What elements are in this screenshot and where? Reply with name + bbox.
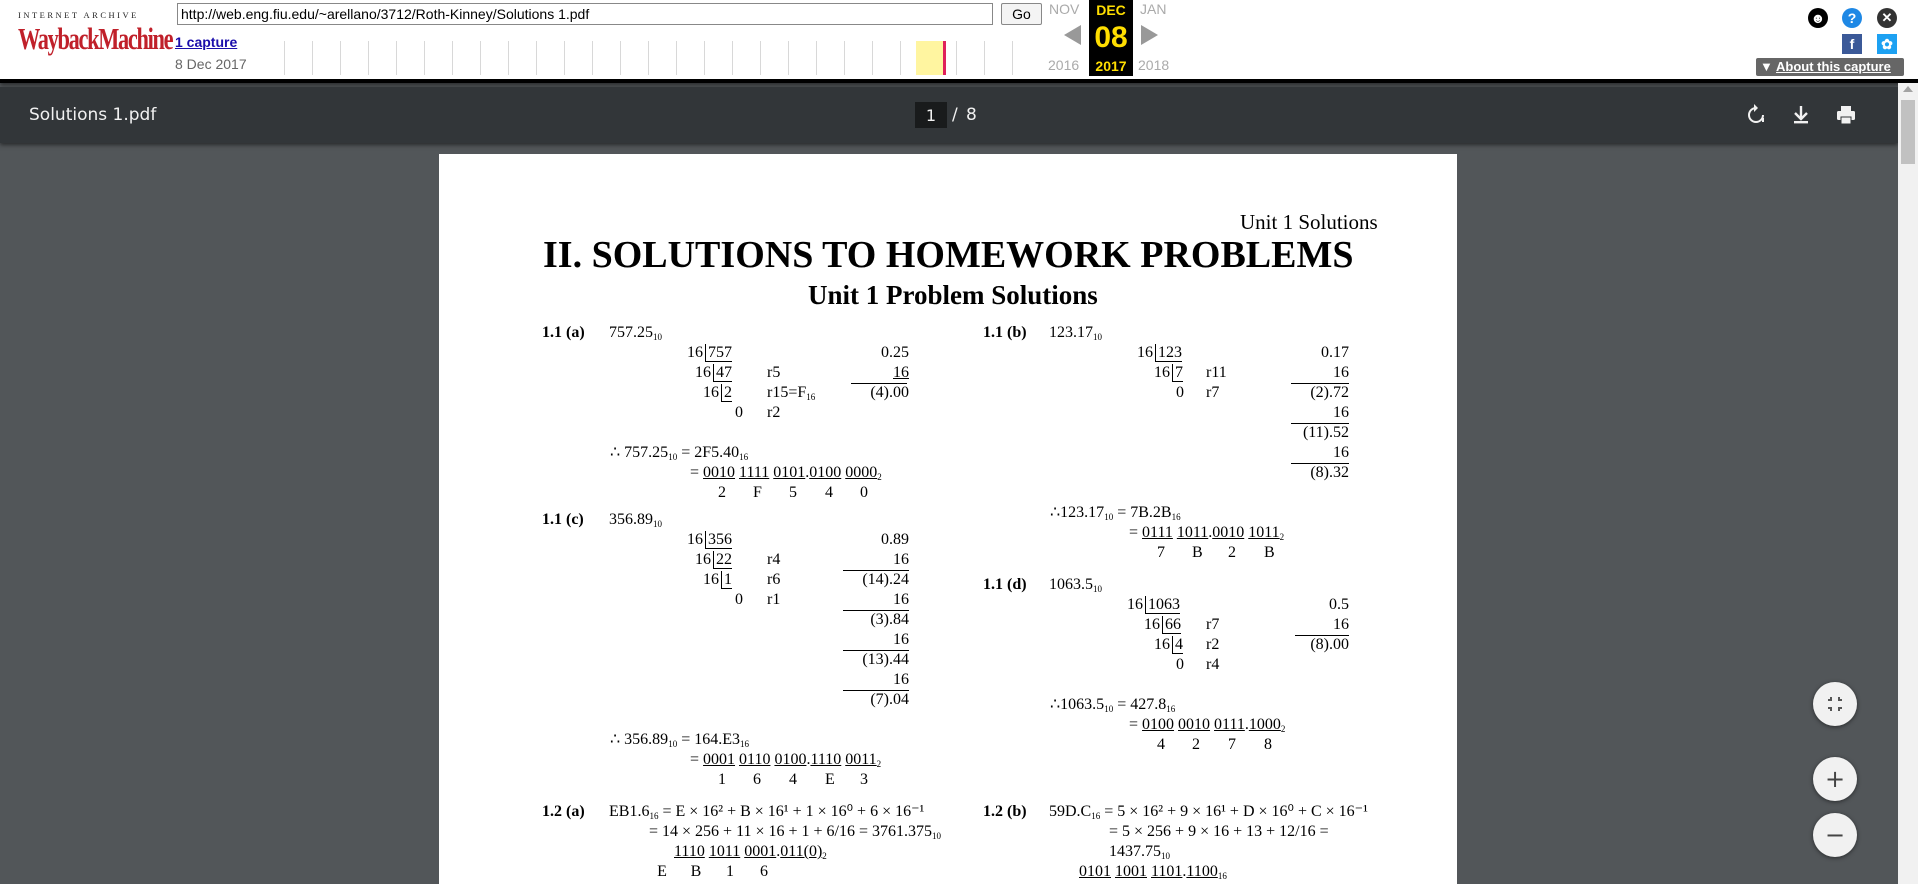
mult-line: (14).24 <box>862 571 909 588</box>
problem-label: 1.1 (a) <box>542 324 585 341</box>
divisor: 16 <box>687 531 703 548</box>
remainder: r5 <box>767 364 781 381</box>
next-month[interactable]: JAN <box>1140 1 1167 17</box>
hex-digit: 4 <box>825 484 833 501</box>
problem-label: 1.1 (c) <box>542 511 584 528</box>
divisor: 16 <box>1137 344 1153 361</box>
dividend: 1 <box>721 571 732 589</box>
mult-line: 16 <box>893 591 909 608</box>
hex-digit: 4 <box>789 771 797 788</box>
main-title: II. SOLUTIONS TO HOMEWORK PROBLEMS <box>543 234 1354 276</box>
zoom-out-button[interactable]: − <box>1813 813 1857 857</box>
remainder: r4 <box>1206 656 1220 673</box>
hex-digit: 2 <box>1192 736 1200 753</box>
fit-to-page-icon <box>1813 682 1857 726</box>
divisor: 16 <box>703 571 719 588</box>
result-hex: ∴ $356.89_{10} = 164.E3_{16}$ <box>610 731 749 749</box>
hex-digit: 7 <box>1157 544 1165 561</box>
page-separator: / <box>952 105 958 125</box>
dividend: 66 <box>1162 616 1181 634</box>
scrollbar[interactable] <box>1898 83 1918 884</box>
pdf-toolbar <box>0 87 1898 143</box>
mult-line: (7).04 <box>870 691 909 708</box>
hex-digit: 7 <box>1228 736 1236 753</box>
expansion-line: = 5 × 256 + 9 × 16 + 13 + 12/16 = <box>1109 823 1329 840</box>
hex-digit: 1 <box>726 863 734 880</box>
quotient-zero: 0 <box>1176 656 1184 673</box>
capture-date: 8 Dec 2017 <box>175 56 247 72</box>
subtitle: Unit 1 Problem Solutions <box>808 280 1098 310</box>
page-total: 8 <box>966 105 977 125</box>
quotient-zero: 0 <box>735 404 743 421</box>
wayback-logo[interactable] <box>18 10 173 62</box>
problem-label: 1.1 (d) <box>983 576 1027 593</box>
remainder: r1 <box>767 591 781 608</box>
divisor: 16 <box>695 364 711 381</box>
hex-digit: 2 <box>1228 544 1236 561</box>
prev-month[interactable]: NOV <box>1049 1 1080 17</box>
hex-digit: 3 <box>860 771 868 788</box>
mult-line: 16 <box>893 631 909 648</box>
about-capture-button[interactable] <box>1756 58 1904 76</box>
close-icon[interactable]: ✕ <box>1877 8 1897 28</box>
remainder: $r15=F_{16}$ <box>767 384 816 402</box>
divisor: 16 <box>695 551 711 568</box>
dividend: 757 <box>705 344 732 362</box>
mult-line: (8).00 <box>1310 636 1349 653</box>
header-unit-solutions: Unit 1 Solutions <box>1240 210 1378 234</box>
remainder: r11 <box>1206 364 1227 381</box>
expansion-line: $59D.C_{16} = 5 \times 16^2 + 9 \times 16^1 + D \times 16^0 + C \times 16^{-1}$ <box>1049 803 1368 821</box>
given-number: $356.89_{10}$ <box>609 511 662 529</box>
remainder: r7 <box>1206 384 1220 401</box>
result-hex: $\therefore 1063.5_{10} = 427.8_{16}$ <box>1050 696 1176 714</box>
mult-line: 0.25 <box>881 344 909 361</box>
fit-to-page-button[interactable] <box>1813 682 1857 726</box>
problem-label: 1.2 (a) <box>542 803 585 820</box>
account-icon[interactable]: ☻ <box>1808 8 1828 28</box>
hex-digit: E <box>825 771 835 788</box>
mult-line: 16 <box>893 671 909 688</box>
dividend: 22 <box>713 551 732 569</box>
facebook-icon[interactable]: f <box>1842 34 1862 54</box>
dividend: 7 <box>1172 364 1183 382</box>
current-month: DEC <box>1089 0 1133 20</box>
help-icon[interactable]: ? <box>1842 8 1862 28</box>
hex-digit: 1 <box>718 771 726 788</box>
dividend: 123 <box>1155 344 1182 362</box>
logo-wayback-machine: WaybackMachine <box>18 21 173 56</box>
problem-label: 1.2 (b) <box>983 803 1027 820</box>
mult-line: 16 <box>1333 444 1349 461</box>
next-capture-arrow-icon[interactable] <box>1141 25 1158 45</box>
remainder: r2 <box>767 404 781 421</box>
mult-line: (11).52 <box>1302 424 1349 441</box>
hex-digit: 6 <box>760 863 768 880</box>
given-number: $1063.5_{10}$ <box>1049 576 1102 594</box>
binary-line: 0101 1001 $1101.1100_{16}$ <box>1079 863 1227 881</box>
dividend: 1063 <box>1145 596 1180 614</box>
quotient-zero: 0 <box>735 591 743 608</box>
result-hex: $\therefore 123.17_{10} = 7B.2B_{16}$ <box>1050 504 1181 522</box>
remainder: r4 <box>767 551 781 568</box>
binary-line: 1110 1011 $0001.011(0)_2$ <box>674 843 827 861</box>
hex-digit: B <box>690 863 702 880</box>
mult-line: 0.89 <box>881 531 909 548</box>
mult-line: 16 <box>893 364 909 381</box>
current-year: 2017 <box>1089 56 1133 76</box>
given-number: $123.17_{10}$ <box>1049 324 1102 342</box>
mult-line: (13).44 <box>862 651 909 668</box>
mult-line: (2).72 <box>1310 384 1349 401</box>
hex-digit: F <box>753 484 762 501</box>
dividend: 47 <box>713 364 732 382</box>
hex-digit: B <box>1192 544 1203 561</box>
divisor: 16 <box>1144 616 1160 633</box>
mult-line: 16 <box>893 551 909 568</box>
problem-label: 1.1 (b) <box>983 324 1027 341</box>
rotate-icon[interactable] <box>1742 101 1770 129</box>
mult-line: 16 <box>1333 616 1349 633</box>
hex-digit: E <box>657 863 667 880</box>
capture-sparkline[interactable] <box>257 41 1037 75</box>
scroll-thumb[interactable] <box>1901 100 1915 164</box>
current-day: 08 <box>1089 20 1133 56</box>
print-icon[interactable] <box>1832 101 1860 129</box>
expansion-line: = $14 \times 256 + 11 \times 16 + 1 + 6/16 = 3761.375_{10}$ <box>649 823 942 841</box>
divisor: 16 <box>703 384 719 401</box>
hex-digit: 4 <box>1157 736 1165 753</box>
mult-line: (8).32 <box>1310 464 1349 481</box>
about-capture-label: About this capture <box>1776 59 1891 74</box>
mult-line: 16 <box>1333 404 1349 421</box>
result-binary: = 0100 0010 $0111.1000_2$ <box>1129 716 1286 734</box>
hex-digit: 8 <box>1264 736 1272 753</box>
divisor: 16 <box>1127 596 1143 613</box>
capture-tick[interactable] <box>943 41 946 75</box>
captures-link[interactable]: 1 capture <box>175 34 238 50</box>
caret-down-icon: ▼ <box>1760 59 1773 74</box>
divisor: 16 <box>1154 364 1170 381</box>
mult-line: 0.17 <box>1321 344 1349 361</box>
url-input[interactable] <box>177 3 993 25</box>
dividend: 2 <box>721 384 732 402</box>
divisor: 16 <box>687 344 703 361</box>
go-button[interactable]: Go <box>1001 3 1042 25</box>
divisor: 16 <box>1154 636 1170 653</box>
hex-digit: B <box>1264 544 1275 561</box>
mult-line: (4).00 <box>870 384 909 401</box>
result-binary: = 0001 0110 0100.1110 $0011_2$ <box>690 751 882 769</box>
remainder: r7 <box>1206 616 1220 633</box>
mult-line: (3).84 <box>870 611 909 628</box>
hex-digit: 0 <box>860 484 868 501</box>
expansion-line: $EB1.6_{16} = E \times 16^2 + B \times 16^1 + 1 \times 16^0 + 6 \times 16^{-1}$ <box>609 803 925 821</box>
scroll-up-arrow-icon[interactable] <box>1903 86 1913 92</box>
dividend: 356 <box>705 531 732 549</box>
given-number: $757.25_{10}$ <box>609 324 662 342</box>
prev-year[interactable]: 2016 <box>1048 57 1080 73</box>
result-binary: = 0111 1011.0010 $1011_2$ <box>1129 524 1285 542</box>
mult-line: 0.5 <box>1329 596 1349 613</box>
hex-digit: 2 <box>718 484 726 501</box>
page-number-input[interactable] <box>915 102 947 128</box>
result-binary: = 0010 1111 0101.0100 $0000_2$ <box>690 464 882 482</box>
zoom-in-button[interactable]: + <box>1813 757 1857 801</box>
hex-digit: 6 <box>753 771 761 788</box>
pdf-page <box>439 154 1457 884</box>
next-year[interactable]: 2018 <box>1138 57 1170 73</box>
mult-line: 16 <box>1333 364 1349 381</box>
current-month-highlight <box>916 41 943 75</box>
logo-internet-archive: INTERNET ARCHIVE <box>18 10 139 20</box>
wayback-toolbar <box>0 0 1918 83</box>
document-title: Solutions 1.pdf <box>29 105 157 125</box>
prev-capture-arrow-icon[interactable] <box>1064 25 1081 45</box>
twitter-icon[interactable]: ✿ <box>1877 34 1897 54</box>
download-icon[interactable] <box>1787 101 1815 129</box>
dividend: 4 <box>1172 636 1183 654</box>
expansion-result: $1437.75_{10}$ <box>1109 843 1170 861</box>
quotient-zero: 0 <box>1176 384 1184 401</box>
hex-digit: 5 <box>789 484 797 501</box>
result-hex: ∴ $757.25_{10} = 2F5.40_{16}$ <box>610 444 749 462</box>
remainder: r2 <box>1206 636 1220 653</box>
remainder: r6 <box>767 571 781 588</box>
